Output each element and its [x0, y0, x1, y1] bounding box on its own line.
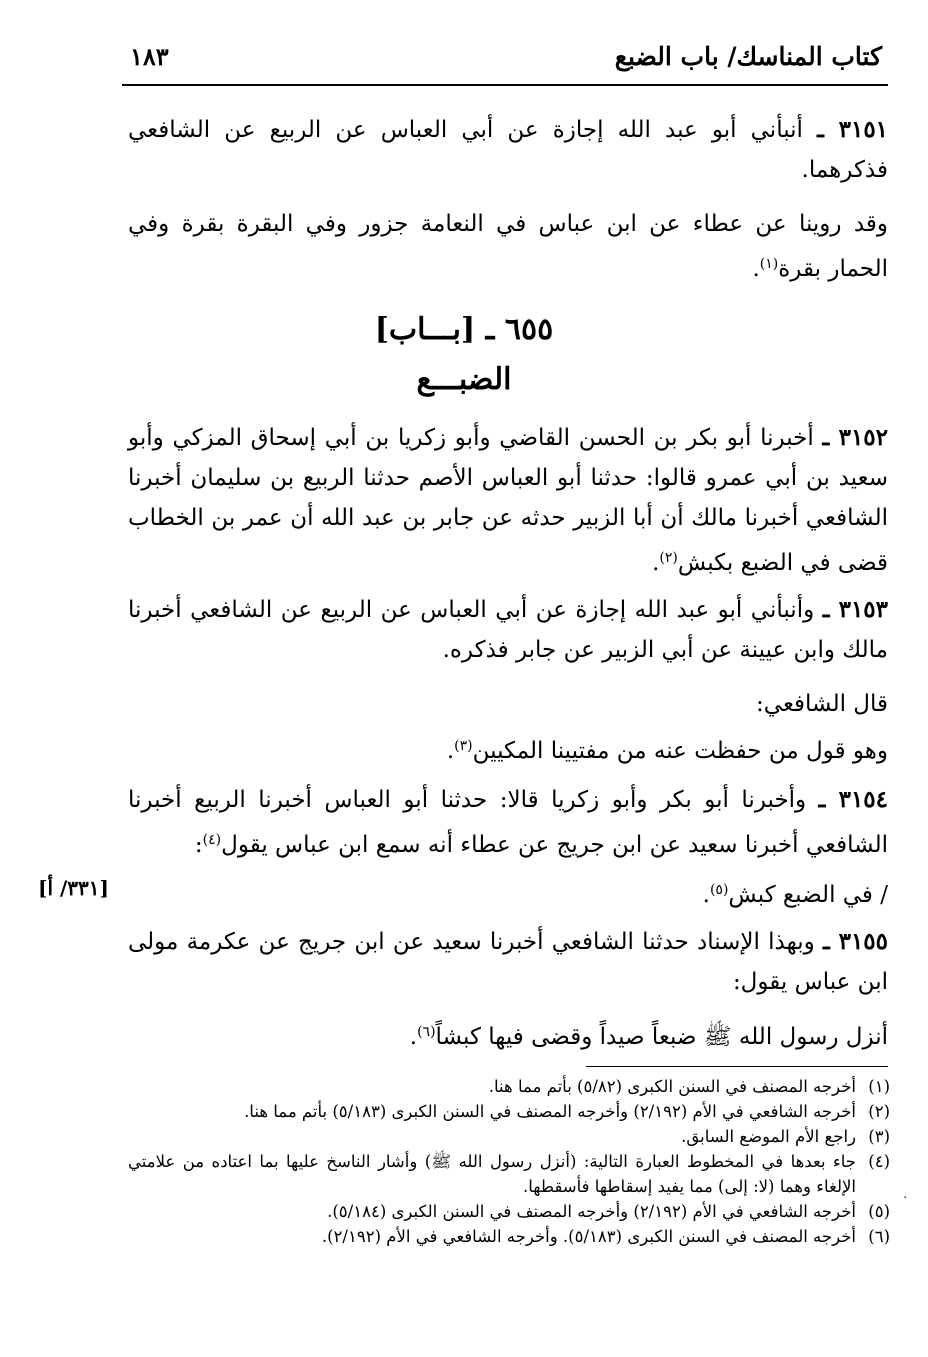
footnote-text: أخرجه المصنف في السنن الكبرى (٥/١٨٣). وأخرجه الشافعي في الأم (٢/١٩٢).: [321, 1227, 856, 1246]
footnote-number: (٥): [868, 1202, 890, 1221]
page-number: ١٨٣: [130, 42, 169, 71]
hadith-text: أخبرنا أبو بكر بن الحسن القاضي وأبو زكريا بن أبي إسحاق المزكي وأبو سعيد بن أبي عمرو قالوا: حدثنا أبو العباس الأصم حدثنا الربيع بن سليمان أخبرنا الشافعي أخبرنا مالك أن أبا الزبير حدثه عن جابر بن عبد الله أن عمر بن الخطاب قضى في الضبع بكبش: [128, 425, 888, 576]
hadith-text: وأخبرنا أبو بكر وأبو زكريا قالا: حدثنا أبو العباس أخبرنا الربيع أخبرنا الشافعي أخبرنا سعيد عن ابن جريج عن عطاء أنه سمع ابن عباس يقول: [128, 787, 888, 858]
footnote-ref-1[interactable]: (١): [759, 256, 779, 272]
footnote-text: جاء بعدها في المخطوط العبارة التالية: (أنزل رسول الله ﷺ) وأشار الناسخ عليها بما اعتاده من علامتي الإلغاء وهما (لا: إلى) مما يفيد إسقاطها فأسقطها.: [128, 1152, 856, 1196]
narration-text: وقد روينا عن عطاء عن ابن عباس في النعامة جزور وفي البقرة بقرة وفي الحمار بقرة: [128, 211, 888, 282]
wahuwa-line: [128, 726, 888, 771]
hadith-number: ٣١٥٢ ـ: [822, 424, 889, 451]
footnote-ref-2[interactable]: (٢): [659, 550, 678, 566]
fi-aldabu-line: [128, 870, 888, 915]
footnote-ref-5[interactable]: (٥): [709, 882, 729, 898]
hadith-text: وأنبأني أبو عبد الله إجازة عن أبي العباس عن الربيع عن الشافعي أخبرنا مالك وابن عيينة عن أبي الزبير عن جابر فذكره.: [128, 597, 888, 663]
qala-line: [128, 684, 888, 724]
footnote-ref-3[interactable]: (٣): [454, 738, 473, 754]
footnote-ref-6[interactable]: (٦): [417, 1024, 436, 1040]
footnote-number: (٣): [868, 1127, 890, 1146]
chapter-heading: ٦٥٥ ـ [بـــاب]: [374, 312, 554, 347]
sentence-end: :: [194, 832, 203, 858]
running-title: كتاب المناسك/ باب الضبع: [614, 42, 882, 71]
footnote-item: [128, 1124, 890, 1149]
hadith-number: ٣١٥٥ ـ: [822, 928, 889, 955]
chapter-subtitle: الضبـــع: [416, 362, 512, 397]
footnote-item: [128, 1199, 890, 1224]
hadith-3153: [128, 590, 888, 670]
footnote-item: [128, 1099, 890, 1124]
sentence-end: .: [446, 738, 455, 764]
fi-aldabu-text: / في الضبع كبش: [728, 882, 888, 908]
hadith-number: ٣١٥١ ـ: [817, 116, 889, 143]
qala-text: قال الشافعي:: [756, 691, 888, 717]
footnote-separator: [586, 1066, 888, 1067]
footnote-item: [128, 1224, 890, 1249]
scan-speck: ·: [903, 1190, 908, 1206]
footnote-number: (٦): [868, 1227, 890, 1246]
footnote-text: أخرجه الشافعي في الأم (٢/١٩٢) وأخرجه المصنف في السنن الكبرى (٥/١٨٣) بأتم مما هنا.: [244, 1102, 856, 1121]
footnote-text: أخرجه الشافعي في الأم (٢/١٩٢) وأخرجه المصنف في السنن الكبرى (٥/١٨٤).: [327, 1202, 856, 1221]
sentence-end: .: [652, 550, 660, 576]
manuscript-folio-note: [٣٣١/ أ]: [38, 876, 109, 900]
narration-paragraph: [128, 204, 888, 289]
hadith-3152: [128, 418, 888, 583]
footnote-text: أخرجه المصنف في السنن الكبرى (٥/٨٢) بأتم مما هنا.: [488, 1077, 856, 1096]
footnote-number: (٢): [868, 1102, 890, 1121]
hadith-number: ٣١٥٤ ـ: [818, 786, 889, 813]
anzala-line: [128, 1012, 888, 1057]
footnote-item: [128, 1074, 890, 1099]
footnotes-list: [128, 1074, 890, 1249]
hadith-3151: [128, 110, 888, 190]
footnote-text: راجع الأم الموضع السابق.: [681, 1127, 856, 1146]
sentence-end: .: [752, 256, 760, 282]
wahuwa-text: وهو قول من حفظت عنه من مفتيينا المكيين: [472, 738, 888, 764]
hadith-text: أنبأني أبو عبد الله إجازة عن أبي العباس عن الربيع عن الشافعي فذكرهما.: [128, 117, 888, 183]
sentence-end: .: [702, 882, 710, 908]
footnote-number: (٤): [868, 1152, 890, 1171]
hadith-number: ٣١٥٣ ـ: [822, 596, 889, 623]
hadith-text: وبهذا الإسناد حدثنا الشافعي أخبرنا سعيد عن ابن جريج عن عكرمة مولى ابن عباس يقول:: [128, 929, 888, 995]
anzala-text: أنزل رسول الله ﷺ ضبعاً صيداً وقضى فيها كبشاً: [435, 1024, 888, 1050]
footnote-item: [128, 1149, 890, 1199]
page-header: [122, 34, 888, 86]
hadith-3154: [128, 780, 888, 865]
sentence-end: .: [409, 1024, 418, 1050]
hadith-3155: [128, 922, 888, 1002]
footnote-ref-4[interactable]: (٤): [202, 832, 222, 848]
footnote-number: (١): [868, 1077, 890, 1096]
